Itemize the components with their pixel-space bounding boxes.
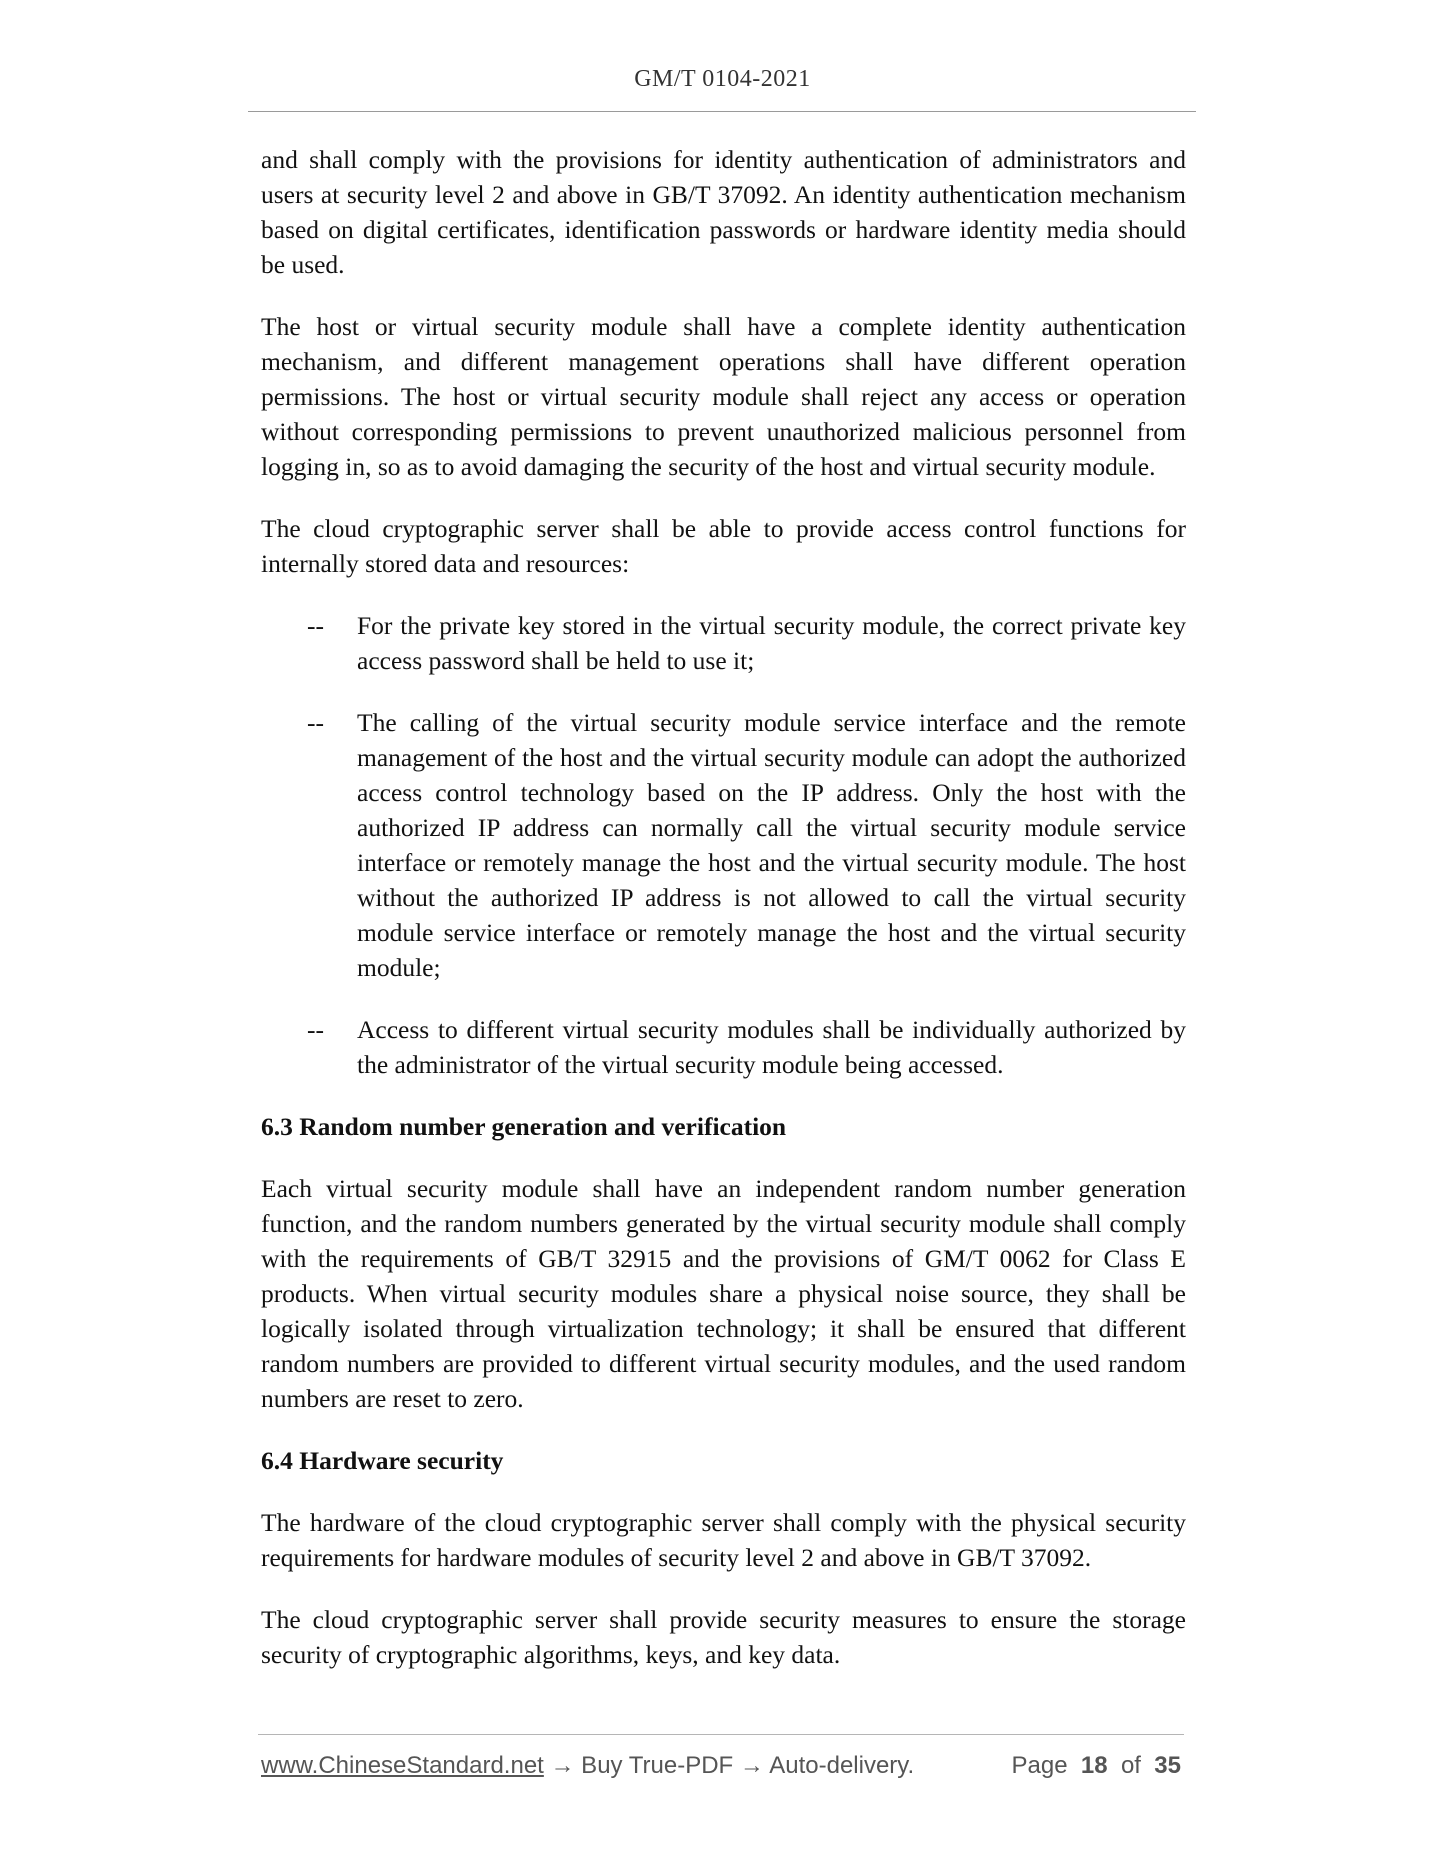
paragraph-host-authentication: The host or virtual security module shall have a complete identity authentication mechanism, and different management operations shall have different operation permissions. The host or virtual security module shall reject any access or operation without corresponding permissions to prevent unauthorized malicious personnel from logging in, so as to avoid damaging the security of the host and virtual security module.: [261, 312, 1186, 481]
footer-promo: [261, 1752, 914, 1780]
paragraph-storage-security: The cloud cryptographic server shall provide security measures to ensure the storage security of cryptographic algorithms, keys, and key data.: [261, 1605, 1186, 1669]
page-footer: [261, 1752, 1181, 1782]
bullet-dash: --: [307, 1015, 324, 1044]
list-item: [261, 608, 1186, 678]
list-item-text: The calling of the virtual security module service interface and the remote management of the host and the virtual security module can adopt the authorized access control technology based on the IP address. Only the host with the authorized IP address can normally call the virtual security module service interface or remotely manage the host and the virtual security module. The host without the authorized IP address is not allowed to call the virtual security module service interface or remotely manage the host and the virtual security module;: [357, 708, 1186, 982]
list-item: [261, 705, 1186, 985]
website-link[interactable]: www.ChineseStandard.net: [261, 1752, 544, 1779]
current-page-number: 18: [1080, 1752, 1108, 1779]
list-item: [261, 1012, 1186, 1082]
total-pages: 35: [1154, 1752, 1181, 1779]
footer-divider: [258, 1734, 1184, 1735]
paragraph-identity-auth-continued: and shall comply with the provisions for identity authentication of administrators and users at security level 2 and above in GB/T 37092. An identity authentication mechanism based on digital certificates, identification passwords or hardware identity media should be used.: [261, 145, 1186, 279]
bullet-dash: --: [307, 708, 324, 737]
paragraph-hardware-requirements: The hardware of the cloud cryptographic server shall comply with the physical security requirements for hardware modules of security level 2 and above in GB/T 37092.: [261, 1508, 1186, 1572]
list-item-text: Access to different virtual security modules shall be individually authorized by the administrator of the virtual security module being accessed.: [357, 1015, 1186, 1079]
bullet-dash: --: [307, 611, 324, 640]
page-content: [261, 142, 1186, 1699]
page-indicator: [1011, 1752, 1181, 1780]
paragraph-random-number: Each virtual security module shall have an independent random number generation function, and the random numbers generated by the virtual security module shall comply with the requirements of GB/T 32915 and the provisions of GM/T 0062 for Class E products. When virtual security modules share a physical noise source, they shall be logically isolated through virtualization technology; it shall be ensured that different random numbers are provided to different virtual security modules, and the used random numbers are reset to zero.: [261, 1174, 1186, 1413]
page-label: Page: [1011, 1752, 1068, 1779]
section-heading-6-3: 6.3 Random number generation and verification: [261, 1112, 787, 1141]
list-item-text: For the private key stored in the virtual security module, the correct private key access password shall be held to use it;: [357, 611, 1186, 675]
document-code-header: GM/T 0104-2021: [634, 66, 811, 92]
footer-promo-text: → Buy True-PDF → Auto-delivery.: [543, 1752, 915, 1779]
section-heading-6-4: 6.4 Hardware security: [261, 1446, 504, 1475]
of-label: of: [1120, 1752, 1141, 1779]
header-divider: [248, 111, 1196, 112]
paragraph-access-control-intro: The cloud cryptographic server shall be able to provide access control functions for internally stored data and resources:: [261, 514, 1186, 578]
